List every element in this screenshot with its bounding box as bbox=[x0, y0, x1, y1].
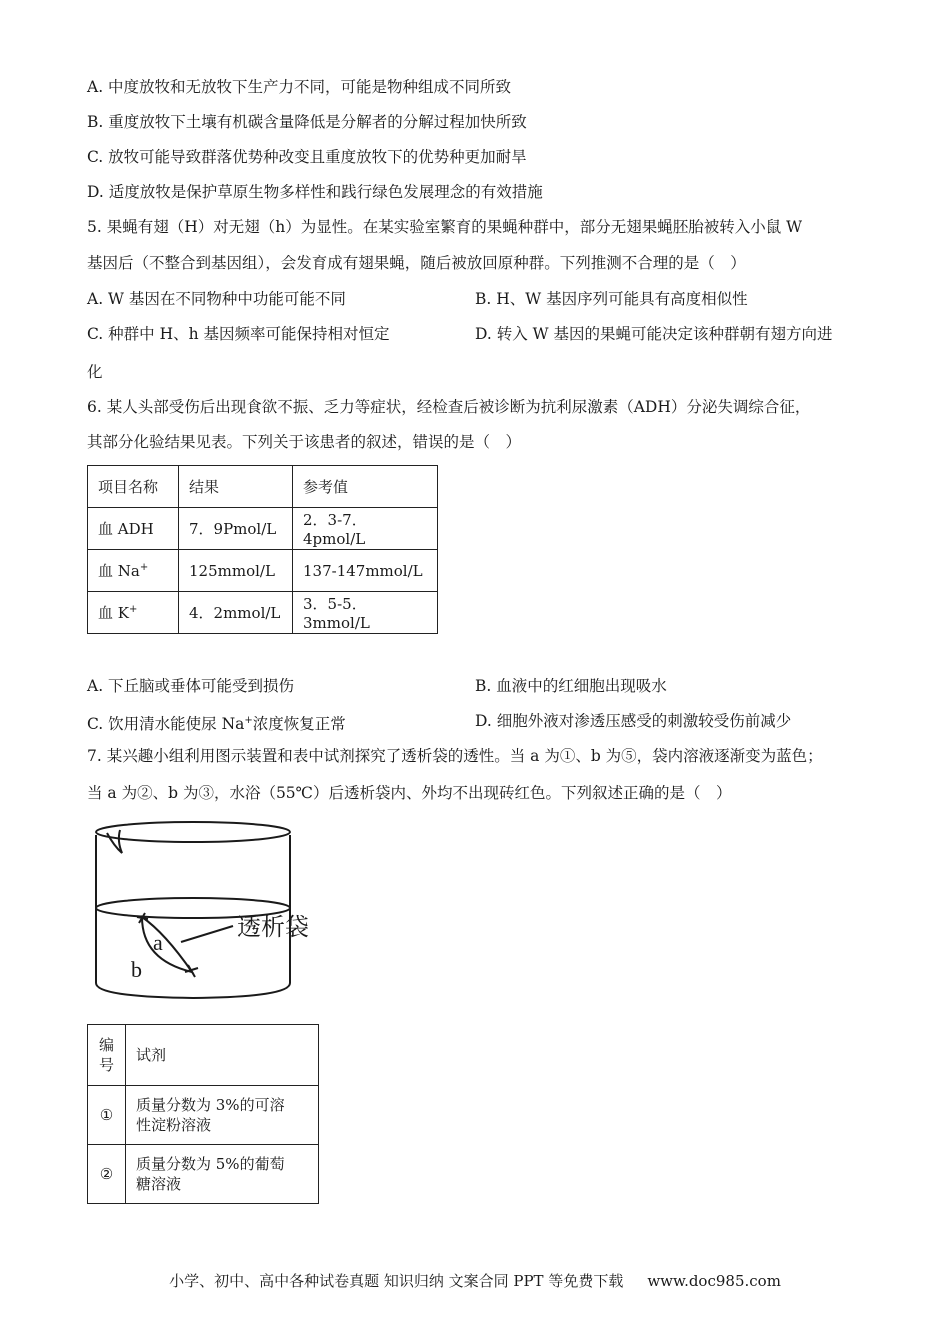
beaker-figure bbox=[87, 815, 347, 1005]
row-result: 7．9Pmol/L bbox=[179, 508, 293, 550]
table-header-row bbox=[88, 1025, 319, 1086]
q7-stem-line1: 7. 某兴趣小组利用图示装置和表中试剂探究了透析袋的透性。当 a 为①、b 为⑤，袋内溶液逐渐变为蓝色； bbox=[87, 747, 823, 765]
item-superscript: + bbox=[128, 604, 138, 615]
page-footer bbox=[0, 1270, 950, 1291]
table-row bbox=[88, 508, 438, 550]
q5-option-c: C. 种群中 H、h 基因频率可能保持相对恒定 bbox=[87, 325, 390, 343]
row-reference: 3．5-5．3mmol/L bbox=[293, 592, 438, 634]
q4-option-d: D. 适度放牧是保护草原生物多样性和践行绿色发展理念的有效措施 bbox=[87, 183, 543, 201]
row-item bbox=[88, 550, 179, 592]
q5-stem-line2: 基因后（不整合到基因组），会发育成有翅果蝇，随后被放回原种群。下列推测不合理的是（ ） bbox=[87, 254, 746, 272]
q6-option-c-sup: + bbox=[244, 715, 253, 726]
table-row bbox=[88, 1086, 319, 1145]
reagent-table bbox=[87, 1024, 319, 1204]
header-reference: 参考值 bbox=[293, 466, 438, 508]
row-result: 125mmol/L bbox=[179, 550, 293, 592]
row-item bbox=[88, 592, 179, 634]
q5-option-b: B. H、W 基因序列可能具有高度相似性 bbox=[475, 290, 748, 308]
q5-option-d-line1: D. 转入 W 基因的果蝇可能决定该种群朝有翅方向进 bbox=[475, 325, 833, 343]
q7-stem-line2: 当 a 为②、b 为③，水浴（55℃）后透析袋内、外均不出现砖红色。下列叙述正确的是（ ） bbox=[87, 784, 732, 802]
item-superscript: + bbox=[139, 562, 149, 573]
q5-option-d-line2: 化 bbox=[87, 363, 103, 381]
table-row bbox=[88, 592, 438, 634]
row-item bbox=[88, 508, 179, 550]
q6-option-a: A. 下丘脑或垂体可能受到损伤 bbox=[87, 677, 295, 695]
label-a: a bbox=[153, 930, 163, 955]
reagent-line2: 性淀粉溶液 bbox=[136, 1116, 212, 1134]
header-item: 项目名称 bbox=[88, 466, 179, 508]
table-row bbox=[88, 550, 438, 592]
q4-option-c: C. 放牧可能导致群落优势种改变且重度放牧下的优势种更加耐旱 bbox=[87, 148, 527, 166]
table-header-row bbox=[88, 466, 438, 508]
item-text: 血 K bbox=[98, 604, 129, 622]
label-dialysis-bag: 透析袋 bbox=[237, 913, 309, 941]
footer-text: 小学、初中、高中各种试卷真题 知识归纳 文案合同 PPT 等免费下载 bbox=[169, 1272, 624, 1290]
q6-option-b: B. 血液中的红细胞出现吸水 bbox=[475, 677, 667, 695]
header-number: 编号 bbox=[88, 1025, 126, 1086]
q5-option-a: A. W 基因在不同物种中功能可能不同 bbox=[87, 290, 346, 308]
row-number: ① bbox=[88, 1086, 126, 1145]
reagent-line1: 质量分数为 3%的可溶 bbox=[136, 1096, 285, 1114]
item-text: 血 Na bbox=[98, 562, 140, 580]
reagent-line1: 质量分数为 5%的葡萄 bbox=[136, 1155, 285, 1173]
q6-option-c-text-end: 浓度恢复正常 bbox=[252, 715, 346, 734]
label-b: b bbox=[131, 957, 142, 982]
q4-option-a: A. 中度放牧和无放牧下生产力不同，可能是物种组成不同所致 bbox=[87, 78, 512, 96]
q6-option-c bbox=[87, 711, 346, 734]
row-reference: 137-147mmol/L bbox=[293, 550, 438, 592]
table-row bbox=[88, 1145, 319, 1204]
q5-stem-line1: 5. 果蝇有翅（H）对无翅（h）为显性。在某实验室繁育的果蝇种群中，部分无翅果蝇胚胎被转入小鼠 W bbox=[87, 218, 803, 236]
q6-option-c-text: C. 饮用清水能使尿 Na bbox=[87, 715, 245, 734]
header-reagent: 试剂 bbox=[126, 1025, 319, 1086]
lab-results-table bbox=[87, 465, 438, 634]
q6-stem-line1: 6. 某人头部受伤后出现食欲不振、乏力等症状，经检查后被诊断为抗利尿激素（ADH）分泌失调综合征， bbox=[87, 398, 811, 416]
row-reagent bbox=[126, 1145, 319, 1204]
footer-site-link[interactable]: www.doc985.com bbox=[647, 1272, 781, 1290]
q6-stem-line2: 其部分化验结果见表。下列关于该患者的叙述，错误的是（ ） bbox=[87, 433, 522, 451]
q6-option-d: D. 细胞外液对渗透压感受的刺激较受伤前减少 bbox=[475, 712, 792, 730]
header-result: 结果 bbox=[179, 466, 293, 508]
row-reference: 2．3-7．4pmol/L bbox=[293, 508, 438, 550]
item-text: 血 ADH bbox=[98, 520, 154, 538]
row-number: ② bbox=[88, 1145, 126, 1204]
row-result: 4．2mmol/L bbox=[179, 592, 293, 634]
row-reagent bbox=[126, 1086, 319, 1145]
reagent-line2: 糖溶液 bbox=[136, 1175, 182, 1193]
q4-option-b: B. 重度放牧下土壤有机碳含量降低是分解者的分解过程加快所致 bbox=[87, 113, 527, 131]
